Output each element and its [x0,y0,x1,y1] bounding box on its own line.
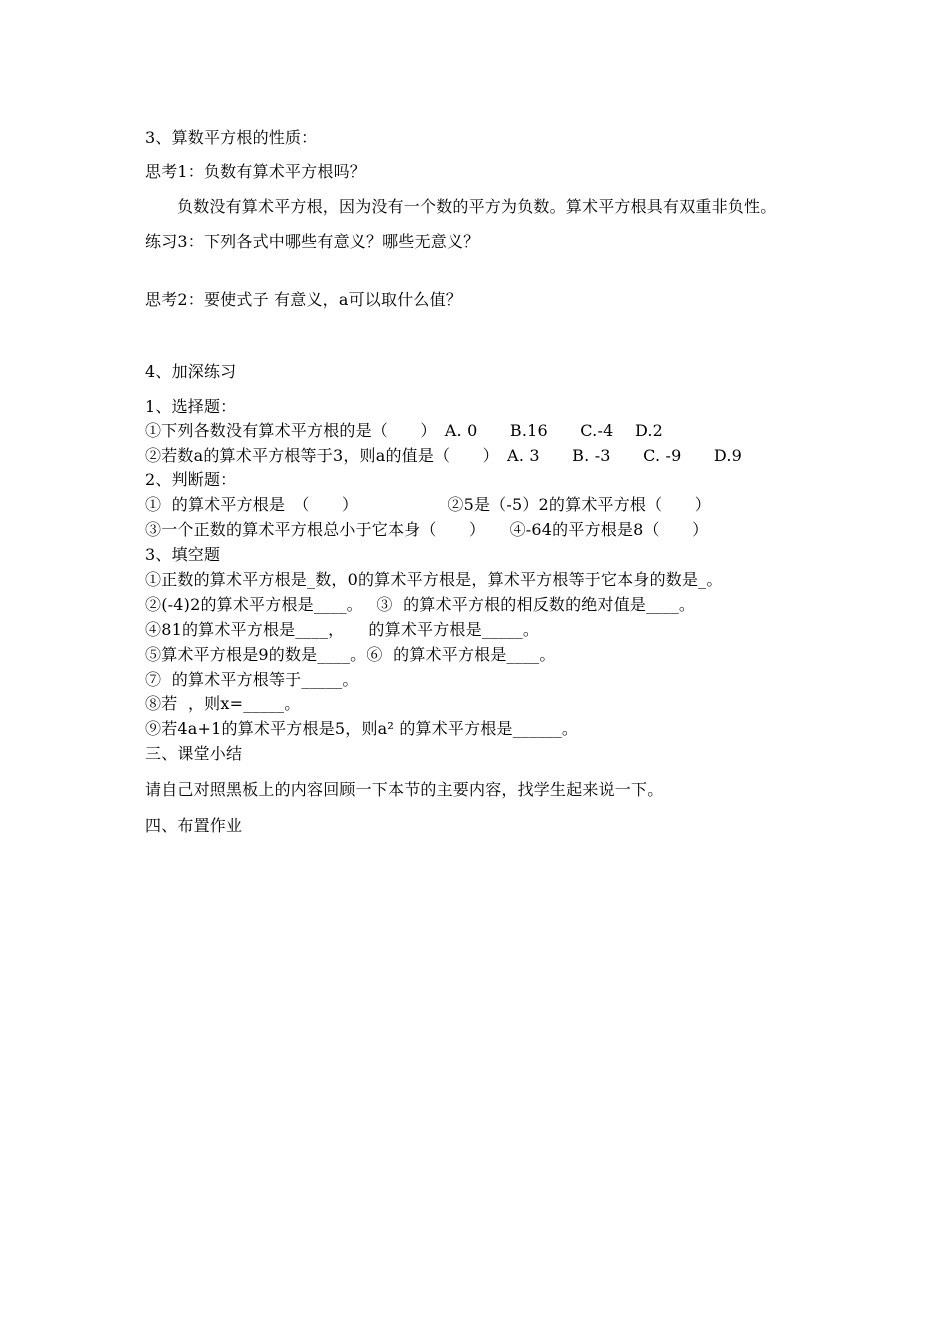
fill-question-5-6: ⑤算术平方根是9的数是____。⑥ 的算术平方根是____。 [145,645,556,664]
fill-question-1: ①正数的算术平方根是_数，0的算术平方根是，算术平方根等于它本身的数是_。 [145,570,723,589]
choice-heading: 1、选择题： [145,397,237,416]
fill-heading: 3、填空题 [145,545,221,564]
homework-title: 四、布置作业 [145,816,243,835]
practice3-text: 练习3：下列各式中哪些有意义？哪些无意义？ [145,232,480,251]
section3-title: 3、算数平方根的性质： [145,128,318,147]
summary-title: 三、课堂小结 [145,744,243,763]
fill-question-9: ⑨若4a+1的算术平方根是5，则a² 的算术平方根是______。 [145,719,579,738]
choice-question-2: ②若数a的算术平方根等于3，则a的值是（ ） A. 3 B. -3 C. -9 D.9 [145,446,743,465]
section4-title: 4、加深练习 [145,362,237,381]
think1-question: 思考1：负数有算术平方根吗？ [145,162,366,181]
summary-text: 请自己对照黑板上的内容回顾一下本节的主要内容，找学生起来说一下。 [145,780,664,799]
judge-questions-3-4: ③一个正数的算术平方根总小于它本身（ ） ④-64的平方根是8（ ） [145,520,709,539]
judge-questions-1-2: ① 的算术平方根是 （ ） ②5是（-5）2的算术平方根（ ） [145,495,711,514]
fill-question-2-3: ②(-4)2的算术平方根是____。 ③ 的算术平方根的相反数的绝对值是____。 [145,595,696,614]
fill-question-8: ⑧若 ，则x=_____。 [145,694,301,713]
fill-question-7: ⑦ 的算术平方根等于_____。 [145,670,359,689]
judge-heading: 2、判断题： [145,470,237,489]
fill-question-4: ④81的算术平方根是____， 的算术平方根是_____。 [145,620,540,639]
think2-text: 思考2：要使式子 有意义，a可以取什么值？ [145,290,463,309]
choice-question-1: ①下列各数没有算术平方根的是（ ） A. 0 B.16 C.-4 D.2 [145,421,664,440]
think1-answer: 负数没有算术平方根，因为没有一个数的平方为负数。算术平方根具有双重非负性。 [177,197,777,216]
